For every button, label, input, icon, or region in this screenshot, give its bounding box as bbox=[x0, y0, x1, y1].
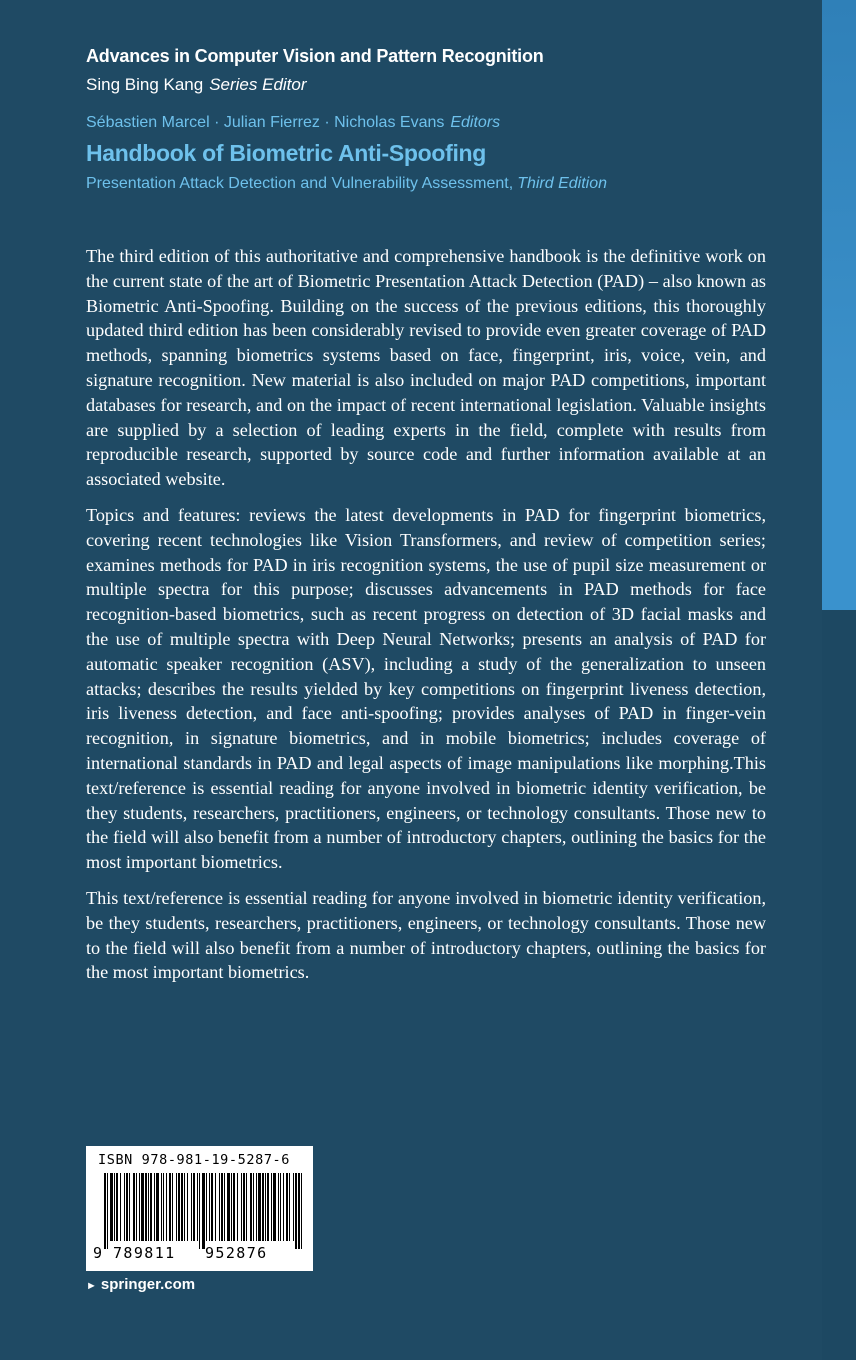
barcode-bar bbox=[273, 1173, 276, 1241]
barcode-bar bbox=[197, 1173, 198, 1241]
barcode-bar bbox=[107, 1173, 108, 1249]
book-editors-names: Sébastien Marcel · Julian Fierrez · Nicholas Evans bbox=[86, 114, 445, 131]
barcode-bar bbox=[139, 1173, 140, 1241]
barcode-bar bbox=[256, 1173, 257, 1241]
barcode-bar bbox=[178, 1173, 180, 1241]
book-edition: Third Edition bbox=[517, 175, 608, 192]
barcode-bar bbox=[258, 1173, 261, 1241]
isbn-barcode bbox=[86, 1146, 313, 1271]
barcode-bar bbox=[166, 1173, 167, 1241]
blurb-paragraph-2: Topics and features: reviews the latest developments in PAD for fingerprint biometrics, covering recent technologies like Vision Transformers, and review of competition series; examines methods for PAD in iris recognition systems, the use of pupil size measurement or multiple spectra for this purpose; discusses advancements in PAD methods for face recognition-based biometrics, such as recent progress on detection of 3D facial masks and the use of multiple spectra with Deep Neural Networks; presents an analysis of PAD for automatic speaker recognition (ASV), including a study of the generalization to unseen attacks; describes the results yielded by key competitions on fingerprint liveness detection, iris liveness detection, and face anti-spoofing; provides analyses of PAD in finger-vein recognition, in signature biometrics, and in mobile biometrics; includes coverage of international standards in PAD and legal aspects of image manipulations like morphing.This text/reference is essential reading for anyone involved in biometric identity verification, be they students, researchers, practitioners, engineers, or technology consultants. Those new to the field will also benefit from a number of introductory chapters, outlining the basics for the most important biometrics. bbox=[86, 504, 766, 873]
barcode-bar bbox=[221, 1173, 223, 1241]
barcode-bar bbox=[161, 1173, 162, 1241]
barcode-bar bbox=[202, 1173, 205, 1249]
barcode-bar bbox=[209, 1173, 210, 1241]
barcode-bar bbox=[271, 1173, 272, 1241]
barcode-bar bbox=[206, 1173, 207, 1241]
barcode-bar bbox=[124, 1173, 125, 1241]
barcode-bar bbox=[136, 1173, 137, 1241]
barcode-bar bbox=[150, 1173, 152, 1241]
blurb bbox=[86, 244, 766, 996]
barcode-bar bbox=[184, 1173, 185, 1241]
barcode-bar bbox=[116, 1173, 118, 1241]
blurb-paragraph-1: The third edition of this authoritative and comprehensive handbook is the definitive work on the current state of the art of Biometric Presentation Attack Detection (PAD) – also known as Biometric Anti-Spoofing. Building on the success of the previous editions, this thoroughly updated third edition has been considerably revised to provide even greater coverage of PAD methods, spanning biometrics systems based on face, fingerprint, iris, voice, vein, and signature recognition. New material is also included on major PAD competitions, important databases for research, and on the impact of recent international legislation. Valuable insights are supplied by a selection of leading experts in the field, complete with results from reproducible research, supported by source code and further information available at an associated website. bbox=[86, 246, 766, 490]
barcode-bar bbox=[246, 1173, 247, 1241]
barcode-bar bbox=[120, 1173, 121, 1241]
barcode-bar bbox=[154, 1173, 155, 1241]
barcode-bar bbox=[280, 1173, 281, 1241]
barcode-bar bbox=[211, 1173, 213, 1241]
barcode-bar bbox=[172, 1173, 173, 1241]
book-title: Handbook of Biometric Anti-Spoofing bbox=[86, 140, 487, 166]
barcode-bar bbox=[133, 1173, 135, 1241]
barcode-bar bbox=[193, 1173, 195, 1241]
barcode-bar bbox=[126, 1173, 128, 1241]
barcode-bar bbox=[298, 1173, 300, 1249]
barcode-bar bbox=[265, 1173, 266, 1241]
isbn-label: ISBN 978-981-19-5287-6 bbox=[98, 1152, 291, 1168]
series-editor-name: Sing Bing Kang bbox=[86, 75, 204, 94]
barcode-bar bbox=[267, 1173, 269, 1241]
barcode-bar bbox=[148, 1173, 149, 1241]
arrow-right-icon: ► bbox=[86, 1280, 97, 1292]
barcode-bars bbox=[104, 1173, 302, 1249]
barcode-digit-first: 9 bbox=[93, 1244, 103, 1262]
barcode-bar bbox=[191, 1173, 192, 1241]
book-subtitle bbox=[86, 175, 607, 193]
barcode-bar bbox=[241, 1173, 242, 1241]
spine-stripe-accent-lower bbox=[822, 420, 856, 610]
barcode-bar bbox=[278, 1173, 279, 1241]
book-editors bbox=[86, 114, 500, 132]
barcode-bar bbox=[187, 1173, 188, 1241]
barcode-bar bbox=[253, 1173, 254, 1241]
barcode-bar bbox=[233, 1173, 235, 1241]
barcode-digits-left: 789811 bbox=[113, 1244, 197, 1262]
barcode-bar bbox=[181, 1173, 183, 1241]
series-editor bbox=[86, 75, 307, 95]
barcode-bar bbox=[169, 1173, 171, 1241]
barcode-bar bbox=[301, 1173, 302, 1249]
barcode-bar bbox=[145, 1173, 147, 1241]
barcode-bar bbox=[289, 1173, 290, 1241]
barcode-digits-right: 952876 bbox=[205, 1244, 295, 1262]
barcode-bar bbox=[250, 1173, 252, 1241]
barcode-bar bbox=[110, 1173, 113, 1241]
barcode-bar bbox=[243, 1173, 245, 1241]
barcode-bar bbox=[231, 1173, 232, 1241]
barcode-bar bbox=[293, 1173, 294, 1241]
series-editor-role: Series Editor bbox=[209, 75, 307, 94]
barcode-bar bbox=[199, 1173, 200, 1249]
barcode-bar bbox=[237, 1173, 238, 1241]
barcode-bar bbox=[156, 1173, 159, 1241]
book-editors-role: Editors bbox=[450, 114, 501, 131]
barcode-bar bbox=[104, 1173, 106, 1249]
barcode-bar bbox=[215, 1173, 216, 1241]
barcode-bar bbox=[163, 1173, 164, 1241]
publisher-link[interactable] bbox=[86, 1276, 195, 1293]
series-title: Advances in Computer Vision and Pattern Recognition bbox=[86, 46, 544, 66]
barcode-bar bbox=[114, 1173, 115, 1241]
barcode-bar bbox=[129, 1173, 130, 1241]
barcode-bar bbox=[219, 1173, 220, 1241]
blurb-paragraph-3: This text/reference is essential reading for anyone involved in biometric identity verification, be they students, researchers, practitioners, engineers, or technology consultants. Those new to the field will also benefit from a number of introductory chapters, outlining the basics for the most important biometrics. bbox=[86, 887, 766, 983]
barcode-bar bbox=[141, 1173, 144, 1241]
book-subtitle-text: Presentation Attack Detection and Vulnerability Assessment, bbox=[86, 175, 514, 192]
barcode-bar bbox=[283, 1173, 284, 1241]
barcode-bar bbox=[224, 1173, 225, 1241]
barcode-bar bbox=[295, 1173, 297, 1249]
barcode-bar bbox=[227, 1173, 230, 1241]
barcode-bar bbox=[176, 1173, 177, 1241]
publisher-url: springer.com bbox=[100, 1276, 196, 1293]
barcode-bar bbox=[262, 1173, 264, 1241]
barcode-bar bbox=[286, 1173, 288, 1241]
